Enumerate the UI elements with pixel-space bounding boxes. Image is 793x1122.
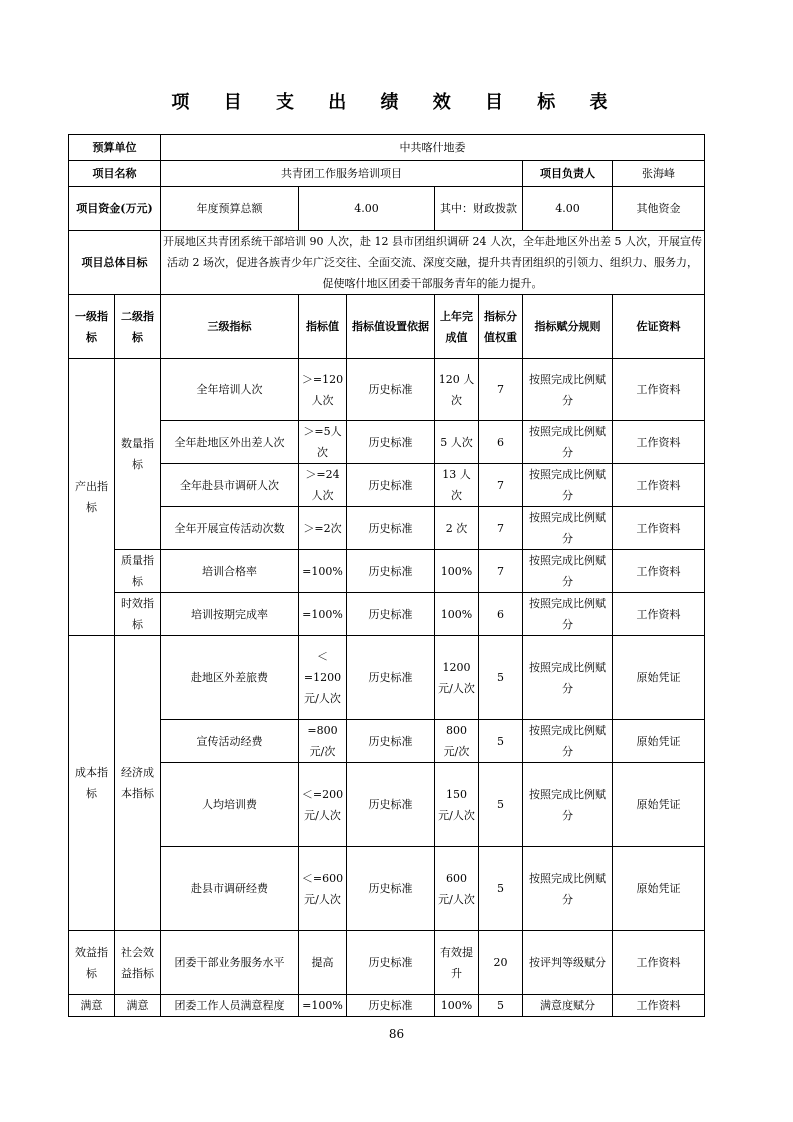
indicator-name: 团委干部业务服务水平 <box>161 931 299 995</box>
indicator-evidence: 原始凭证 <box>613 636 705 720</box>
indicator-name: 人均培训费 <box>161 763 299 847</box>
column-header-row <box>69 295 705 359</box>
table-row <box>69 550 705 593</box>
project-name-value: 共青团工作服务培训项目 <box>161 161 523 187</box>
indicator-basis: 历史标准 <box>347 931 435 995</box>
project-leader-label: 项目负责人 <box>523 161 613 187</box>
col-basis: 指标值设置依据 <box>347 295 435 359</box>
indicator-rule: 按照完成比例赋分 <box>523 464 613 507</box>
group-benefit: 效益指标 <box>69 931 115 995</box>
indicator-value: ＞=2次 <box>299 507 347 550</box>
indicator-weight: 7 <box>479 507 523 550</box>
table-row <box>69 931 705 995</box>
indicator-last-year: 1200元/人次 <box>435 636 479 720</box>
indicator-basis: 历史标准 <box>347 847 435 931</box>
indicator-name: 赴地区外差旅费 <box>161 636 299 720</box>
indicator-evidence: 工作资料 <box>613 593 705 636</box>
indicator-name: 团委工作人员满意程度 <box>161 995 299 1017</box>
indicator-weight: 5 <box>479 720 523 763</box>
indicator-evidence: 工作资料 <box>613 421 705 464</box>
col-rule: 指标赋分规则 <box>523 295 613 359</box>
table-row <box>69 847 705 931</box>
indicator-weight: 20 <box>479 931 523 995</box>
page-title: 项 目 支 出 绩 效 目 标 表 <box>171 92 622 113</box>
indicator-evidence: 原始凭证 <box>613 847 705 931</box>
group-cost: 成本指标 <box>69 636 115 931</box>
indicator-weight: 7 <box>479 464 523 507</box>
col-weight: 指标分值权重 <box>479 295 523 359</box>
indicator-last-year: 2 次 <box>435 507 479 550</box>
project-leader-value: 张海峰 <box>613 161 705 187</box>
indicator-name: 全年赴地区外出差人次 <box>161 421 299 464</box>
indicator-weight: 5 <box>479 995 523 1017</box>
indicator-name: 培训合格率 <box>161 550 299 593</box>
indicator-last-year: 100% <box>435 593 479 636</box>
col-level1: 一级指标 <box>69 295 115 359</box>
indicator-name: 全年培训人次 <box>161 359 299 421</box>
fiscal-label: 其中：财政拨款 <box>435 187 523 231</box>
annual-budget-label: 年度预算总额 <box>161 187 299 231</box>
indicator-basis: 历史标准 <box>347 507 435 550</box>
indicator-evidence: 工作资料 <box>613 507 705 550</box>
table-row <box>69 593 705 636</box>
indicator-weight: 6 <box>479 593 523 636</box>
indicator-last-year: 有效提升 <box>435 931 479 995</box>
group-quantity: 数量指标 <box>115 359 161 550</box>
indicator-rule: 满意度赋分 <box>523 995 613 1017</box>
indicator-value: ＜=200元/人次 <box>299 763 347 847</box>
indicator-value: ＞=24人次 <box>299 464 347 507</box>
indicator-name: 赴县市调研经费 <box>161 847 299 931</box>
indicator-weight: 5 <box>479 636 523 720</box>
indicator-rule: 按照完成比例赋分 <box>523 421 613 464</box>
indicator-basis: 历史标准 <box>347 421 435 464</box>
other-funds-label: 其他资金 <box>613 187 705 231</box>
indicator-basis: 历史标准 <box>347 550 435 593</box>
indicator-value: =100% <box>299 593 347 636</box>
table-row <box>69 720 705 763</box>
indicator-basis: 历史标准 <box>347 636 435 720</box>
indicator-weight: 7 <box>479 359 523 421</box>
goal-label: 项目总体目标 <box>69 231 161 295</box>
indicator-value: =800元/次 <box>299 720 347 763</box>
group-satisfaction-1: 满意 <box>69 995 115 1017</box>
table-row <box>69 763 705 847</box>
indicator-rule: 按照完成比例赋分 <box>523 593 613 636</box>
indicator-rule: 按照完成比例赋分 <box>523 720 613 763</box>
goal-text: 开展地区共青团系统干部培训 90 人次，赴 12 县市团组织调研 24 人次，全年赴地区外出差 5 人次，开展宣传活动 2 场次，促进各族青少年广泛交往、全面交流、深度交融，提升共青团组织的引领力、组织力、服务力，促使喀什地区团委干部服务青年的能力提升。 <box>161 231 705 295</box>
group-output: 产出指标 <box>69 359 115 636</box>
group-timeliness: 时效指标 <box>115 593 161 636</box>
funds-label: 项目资金(万元) <box>69 187 161 231</box>
indicator-value: =100% <box>299 995 347 1017</box>
budget-unit-value: 中共喀什地委 <box>161 135 705 161</box>
indicator-value: ＞=5人次 <box>299 421 347 464</box>
budget-unit-label: 预算单位 <box>69 135 161 161</box>
indicator-last-year: 120 人次 <box>435 359 479 421</box>
project-name-row <box>69 161 705 187</box>
indicator-rule: 按照完成比例赋分 <box>523 359 613 421</box>
indicator-name: 全年开展宣传活动次数 <box>161 507 299 550</box>
indicator-weight: 7 <box>479 550 523 593</box>
group-quality: 质量指标 <box>115 550 161 593</box>
indicator-rule: 按照完成比例赋分 <box>523 763 613 847</box>
indicator-evidence: 工作资料 <box>613 464 705 507</box>
indicator-basis: 历史标准 <box>347 720 435 763</box>
indicator-evidence: 原始凭证 <box>613 763 705 847</box>
indicator-weight: 5 <box>479 847 523 931</box>
indicator-last-year: 5 人次 <box>435 421 479 464</box>
indicator-name: 全年赴县市调研人次 <box>161 464 299 507</box>
budget-unit-row <box>69 135 705 161</box>
indicator-last-year: 600 元/人次 <box>435 847 479 931</box>
fiscal-value: 4.00 <box>523 187 613 231</box>
group-economic-cost: 经济成本指标 <box>115 636 161 931</box>
indicator-weight: 6 <box>479 421 523 464</box>
indicator-rule: 按照完成比例赋分 <box>523 636 613 720</box>
indicator-value: ＞=120人次 <box>299 359 347 421</box>
indicator-rule: 按照完成比例赋分 <box>523 847 613 931</box>
performance-table <box>68 134 705 1017</box>
col-value: 指标值 <box>299 295 347 359</box>
indicator-value: ＜=600元/人次 <box>299 847 347 931</box>
goal-row <box>69 231 705 295</box>
indicator-weight: 5 <box>479 763 523 847</box>
table-row <box>69 507 705 550</box>
indicator-value: 提高 <box>299 931 347 995</box>
annual-budget-value: 4.00 <box>299 187 435 231</box>
project-name-label: 项目名称 <box>69 161 161 187</box>
indicator-evidence: 原始凭证 <box>613 720 705 763</box>
col-level2: 二级指标 <box>115 295 161 359</box>
funds-row <box>69 187 705 231</box>
page-number: 86 <box>388 1027 405 1041</box>
table-row <box>69 359 705 421</box>
table-row <box>69 995 705 1017</box>
indicator-evidence: 工作资料 <box>613 550 705 593</box>
table-row <box>69 421 705 464</box>
indicator-evidence: 工作资料 <box>613 931 705 995</box>
indicator-value: ＜=1200元/人次 <box>299 636 347 720</box>
indicator-last-year: 800 元/次 <box>435 720 479 763</box>
table-row <box>69 636 705 720</box>
indicator-evidence: 工作资料 <box>613 995 705 1017</box>
indicator-name: 宣传活动经费 <box>161 720 299 763</box>
col-last-year: 上年完成值 <box>435 295 479 359</box>
indicator-basis: 历史标准 <box>347 464 435 507</box>
indicator-basis: 历史标准 <box>347 359 435 421</box>
indicator-last-year: 100% <box>435 550 479 593</box>
table-row <box>69 464 705 507</box>
indicator-evidence: 工作资料 <box>613 359 705 421</box>
indicator-rule: 按照完成比例赋分 <box>523 507 613 550</box>
group-social-benefit: 社会效益指标 <box>115 931 161 995</box>
indicator-value: =100% <box>299 550 347 593</box>
group-satisfaction-2: 满意 <box>115 995 161 1017</box>
indicator-name: 培训按期完成率 <box>161 593 299 636</box>
indicator-last-year: 13 人次 <box>435 464 479 507</box>
indicator-rule: 按照完成比例赋分 <box>523 550 613 593</box>
col-evidence: 佐证资料 <box>613 295 705 359</box>
indicator-rule: 按评判等级赋分 <box>523 931 613 995</box>
col-level3: 三级指标 <box>161 295 299 359</box>
indicator-basis: 历史标准 <box>347 593 435 636</box>
indicator-basis: 历史标准 <box>347 763 435 847</box>
indicator-last-year: 150 元/人次 <box>435 763 479 847</box>
indicator-last-year: 100% <box>435 995 479 1017</box>
indicator-basis: 历史标准 <box>347 995 435 1017</box>
